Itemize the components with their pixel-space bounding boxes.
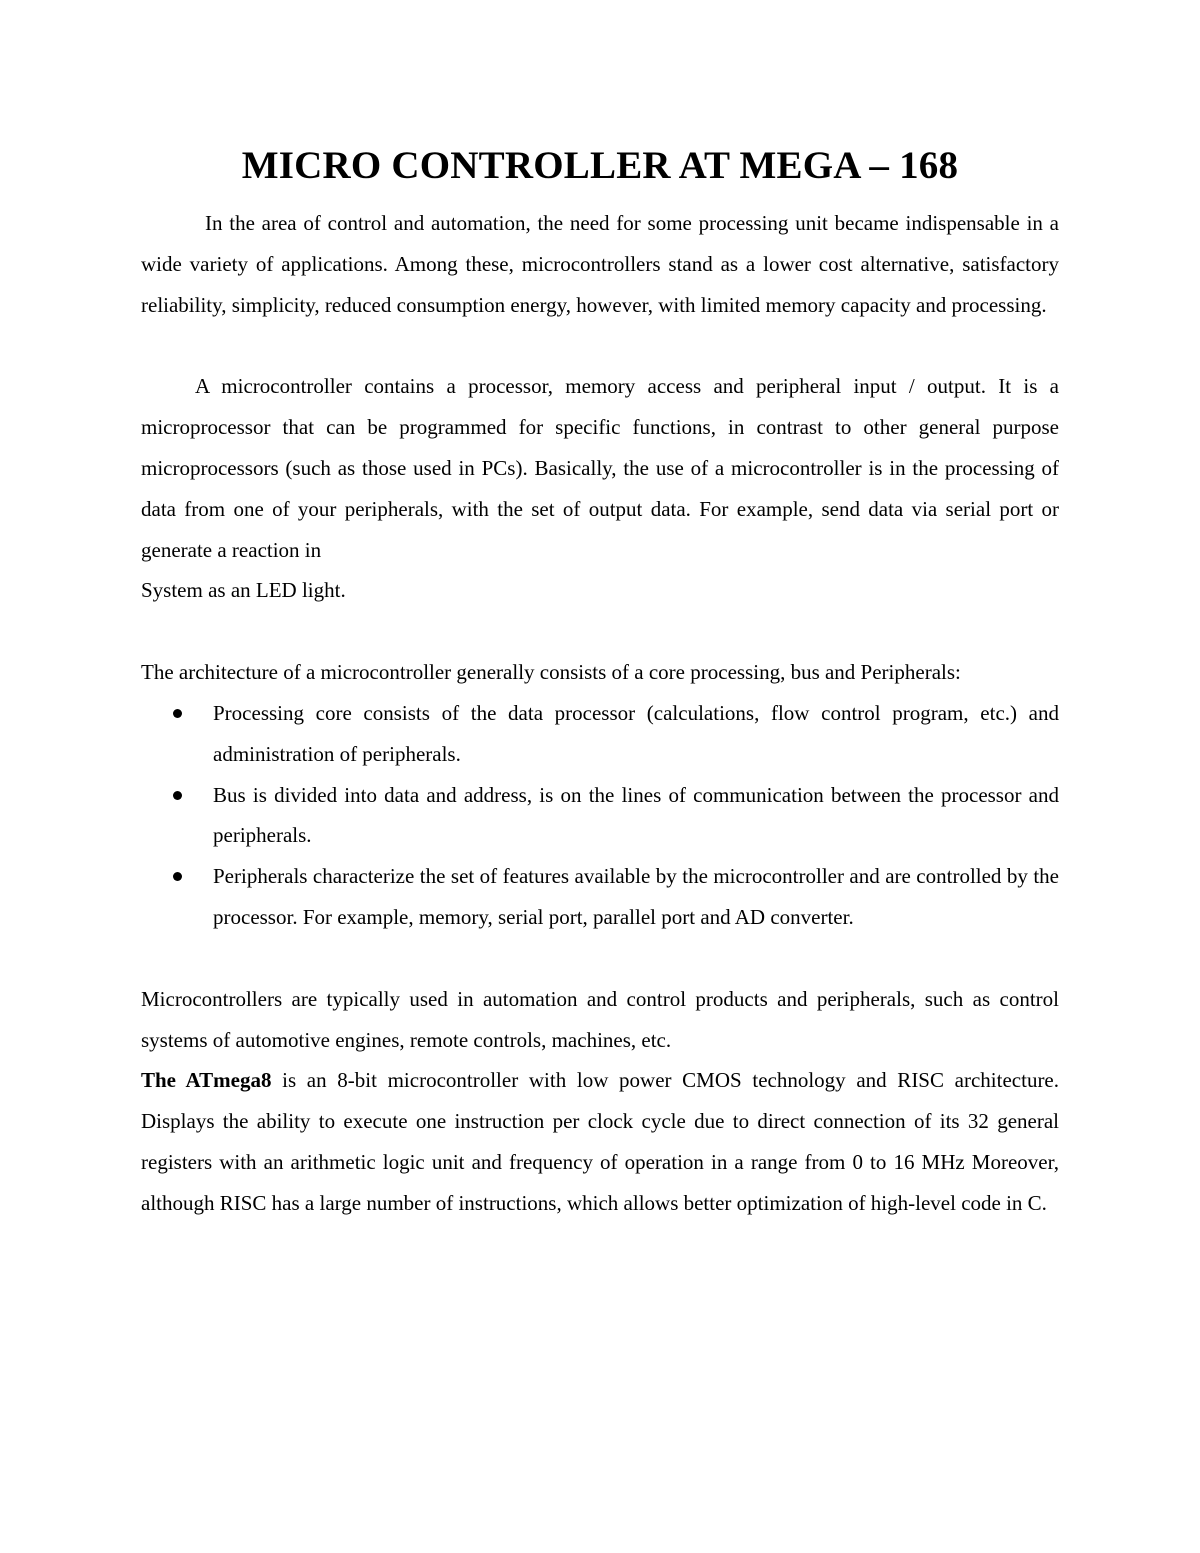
paragraph-microcontroller-definition: A microcontroller contains a processor, memory access and peripheral input / output. It is a microprocessor that can be programmed for specific functions, in contrast to other general purpose microprocessors (such as those used in PCs). Basically, the use of a microcontroller is in the processing of data from one of your peripherals, with the set of output data. For example, send data via serial port or generate a reaction in	[141, 374, 1059, 562]
list-item	[141, 856, 1059, 938]
atmega8-description: is an 8-bit microcontroller with low power CMOS technology and RISC architecture. Displays the ability to execute one instruction per clock cycle due to direct connection of its 32 general registers with an arithmetic logic unit and frequency of operation in a range from 0 to 16 MHz Moreover, although RISC has a large number of instructions, which allows better optimization of high-level code in C.	[141, 1068, 1060, 1215]
document-body	[141, 140, 1059, 1224]
architecture-list	[141, 693, 1059, 938]
list-item	[141, 693, 1059, 775]
bullet-icon	[173, 872, 182, 881]
list-item	[141, 775, 1059, 857]
list-item-text: Processing core consists of the data processor (calculations, flow control program, etc.) and administration of peripherals.	[213, 700, 1059, 766]
page-title: MICRO CONTROLLER AT MEGA – 168	[241, 144, 959, 187]
atmega8-term: The ATmega8	[141, 1068, 272, 1093]
paragraph-intro: In the area of control and automation, the need for some processing unit became indispensable in a wide variety of applications. Among these, microcontrollers stand as a lower cost alternative, satisfactory reliability, simplicity, reduced consumption energy, however, with limited memory capacity and processing.	[141, 211, 1059, 317]
paragraph-definition-tail: System as an LED light.	[141, 578, 346, 603]
paragraph-architecture: The architecture of a microcontroller generally consists of a core processing, bus and Peripherals:	[141, 660, 961, 685]
paragraph-atmega8	[141, 1060, 1059, 1223]
bullet-icon	[173, 709, 182, 718]
list-item-text: Bus is divided into data and address, is on the lines of communication between the processor and peripherals.	[213, 782, 1059, 848]
bullet-icon	[173, 791, 182, 800]
list-item-text: Peripherals characterize the set of features available by the microcontroller and are controlled by the processor. For example, memory, serial port, parallel port and AD converter.	[213, 864, 1059, 929]
paragraph-usage: Microcontrollers are typically used in automation and control products and peripherals, such as control systems of automotive engines, remote controls, machines, etc.	[141, 986, 1059, 1052]
